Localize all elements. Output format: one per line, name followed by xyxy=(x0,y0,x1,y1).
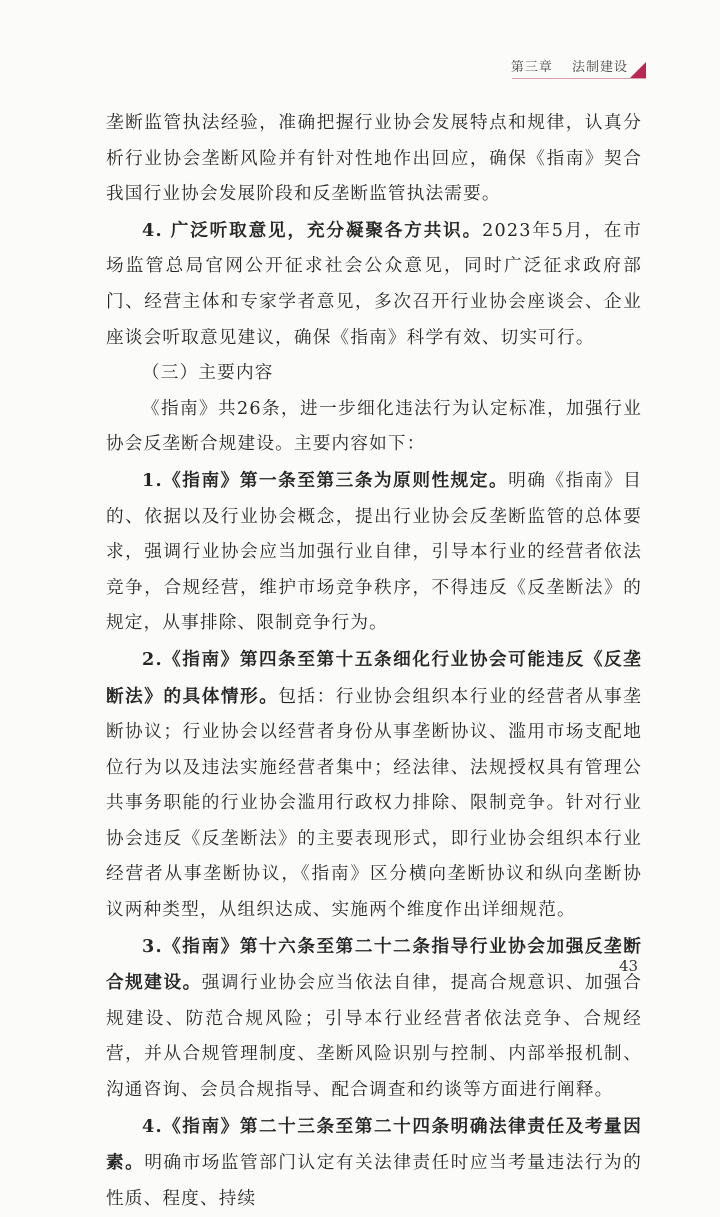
chapter-title: 法制建设 xyxy=(571,60,628,75)
paragraph-content-1 xyxy=(106,463,642,642)
header-rule xyxy=(512,78,646,79)
paragraph-continuation: 垄断监管执法经验，准确把握行业协会发展特点和规律，认真分析行业协会垄断风险并有针对性地作出回应，确保《指南》契合我国行业协会发展阶段和反垄断监管执法需要。 xyxy=(106,113,642,205)
paragraph-text: 包括：行业协会组织本行业的经营者从事垄断协议；行业协会以经营者身份从事垄断协议、滥用市场支配地位行为以及违法实施经营者集中；经法律、法规授权具有管理公共事务职能的行业协会滥用行政权力排除、限制竞争。针对行业协会违反《反垄断法》的主要表现形式，即行业协会组织本行业经营者从事垄断协议，《指南》区分横向垄断协议和纵向垄断协议两种类型，从组织达成、实施两个维度作出详细规范。 xyxy=(106,686,642,921)
paragraph-lead: 4. 广泛听取意见，充分凝聚各方共识。 xyxy=(142,219,483,241)
paragraph-text: 2023年5月，在市场监管总局官网公开征求社会公众意见，同时广泛征求政府部门、经营主体和专家学者意见，多次召开行业协会座谈会、企业座谈会听取意见建议，确保《指南》科学有效、切实可行。 xyxy=(106,220,642,348)
paragraph-content-2 xyxy=(106,642,642,929)
paragraph-text: 强调行业协会应当依法自律，提高合规意识、加强合规建设、防范合规风险；引导本行业经营者依法竞争、合规经营，并从合规管理制度、垄断风险识别与控制、内部举报机制、沟通咨询、会员合规指导、配合调查和约谈等方面进行阐释。 xyxy=(106,973,642,1101)
paragraph-lead: 1.《指南》第一条至第三条为原则性规定。 xyxy=(142,469,509,491)
paragraph-content-4 xyxy=(106,1109,642,1217)
paragraph-text: 明确市场监管部门认定有关法律责任时应当考量违法行为的性质、程度、持续 xyxy=(106,1153,642,1209)
running-header xyxy=(0,0,720,80)
header-separator xyxy=(560,60,565,75)
paragraph-lead: 3.《指南》第十六条至第二十二条指导行业协会加强反垄断合规建设。 xyxy=(106,935,642,994)
page-number: 43 xyxy=(619,957,639,975)
chapter-header xyxy=(511,56,628,75)
chapter-number: 第三章 xyxy=(510,60,553,75)
paragraph-lead: 2.《指南》第四条至第十五条细化行业协会可能违反《反垄断法》的具体情形。 xyxy=(106,648,642,707)
paragraph-item-4 xyxy=(106,213,642,356)
paragraph-text: 明确《指南》目的、依据以及行业协会概念，提出行业协会反垄断监管的总体要求，强调行业协会应当加强行业自律，引导本行业的经营者依法竞争，合规经营，维护市场竞争秩序，不得违反《反垄断法》的规定，从事排除、限制竞争行为。 xyxy=(106,470,642,634)
paragraph-content-3 xyxy=(106,929,642,1109)
paragraph-intro: 《指南》共26条，进一步细化违法行为认定标准，加强行业协会反垄断合规建设。主要内容如下： xyxy=(106,398,642,455)
section-heading: （三）主要内容 xyxy=(142,363,274,384)
page-body xyxy=(106,106,642,1217)
corner-triangle-icon xyxy=(630,62,646,78)
paragraph-lead: 4.《指南》第二十三条至第二十四条明确法律责任及考量因素。 xyxy=(106,1115,642,1174)
